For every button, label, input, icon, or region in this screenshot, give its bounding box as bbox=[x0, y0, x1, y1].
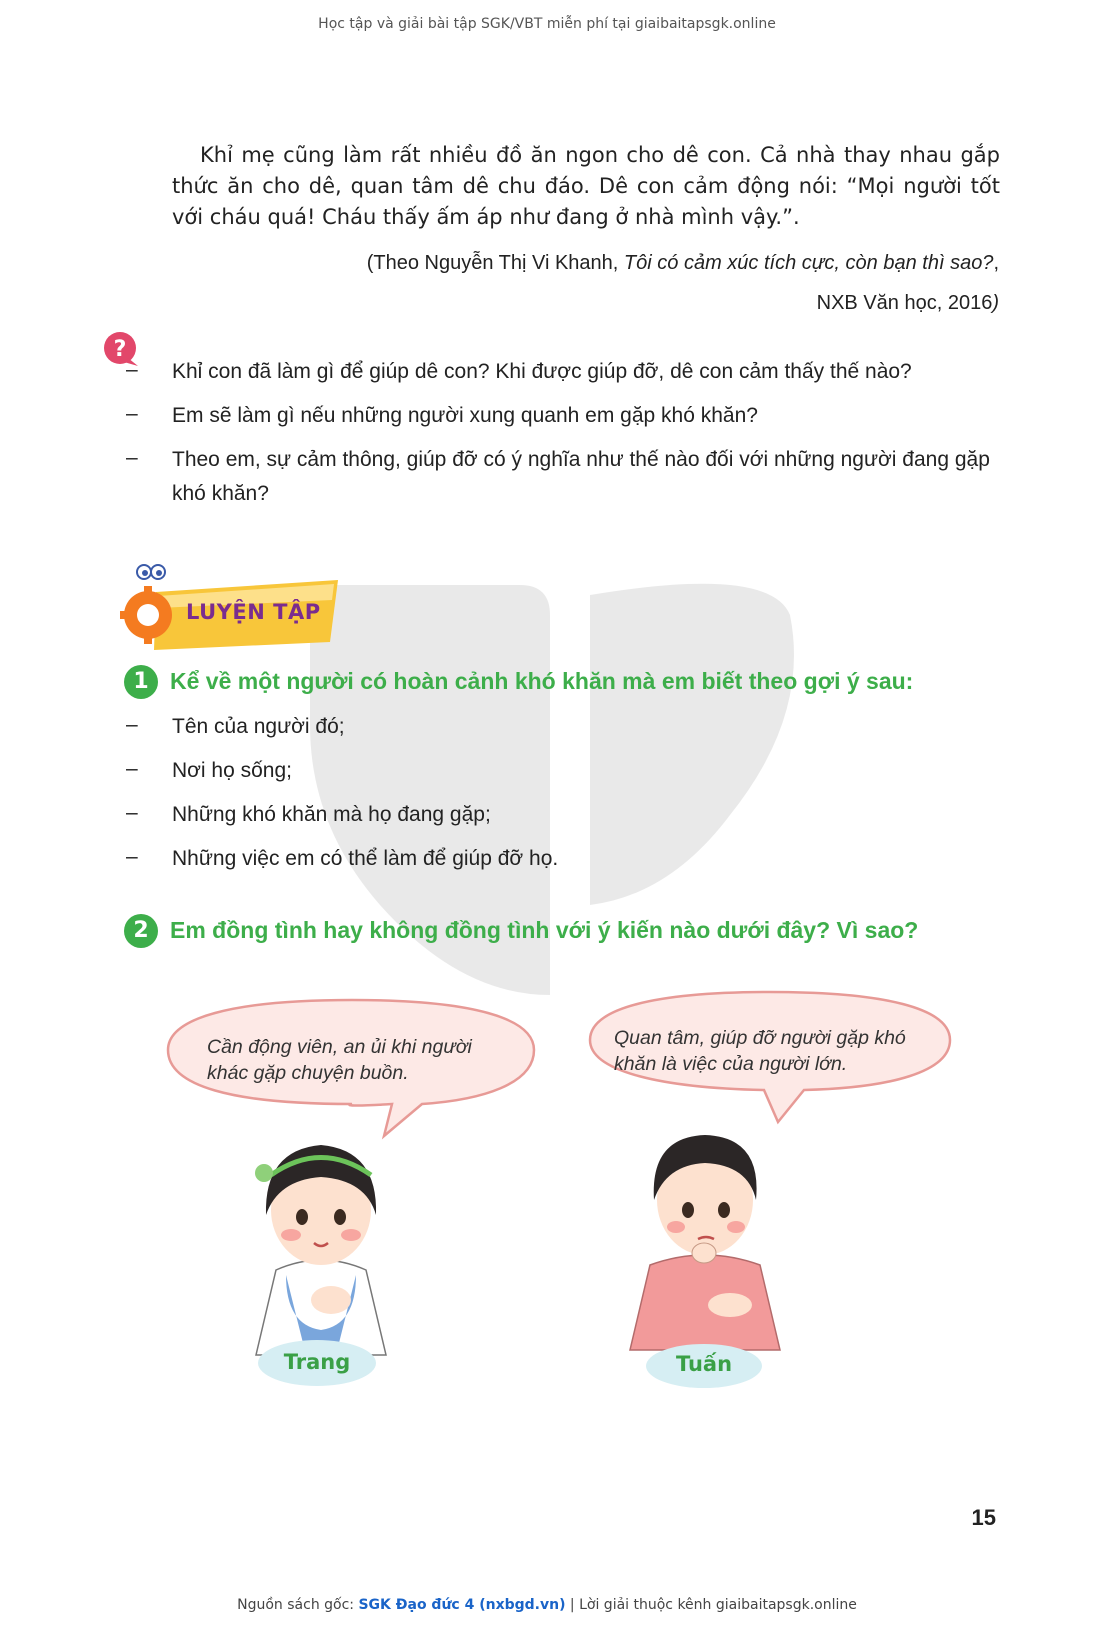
svg-text:?: ? bbox=[113, 337, 127, 362]
question-item: Theo em, sự cảm thông, giúp đỡ có ý nghĩa như thế nào đối với những người đang gặp khó khăn? bbox=[172, 448, 990, 505]
story-paragraph: Khỉ mẹ cũng làm rất nhiều đồ ăn ngon cho dê con. Cả nhà thay nhau gắp thức ăn cho dê, quan tâm dê chu đáo. Dê con cảm động nói: “Mọi người tốt với cháu quá! Cháu thấy ấm áp như đang ở nhà mình vậy.”. bbox=[172, 143, 1000, 229]
citation-publisher: NXB Văn học, 2016) bbox=[816, 292, 999, 314]
top-banner: Học tập và giải bài tập SGK/VBT miễn phí tại giaibaitapsgk.online bbox=[318, 16, 776, 32]
dash: – bbox=[126, 713, 138, 736]
dash: – bbox=[126, 358, 138, 381]
speech-text-tuan: Quan tâm, giúp đỡ người gặp khó khăn là việc của người lớn. bbox=[614, 1027, 906, 1075]
dash: – bbox=[126, 757, 138, 780]
footer-source-link[interactable]: SGK Đạo đức 4 (nxbgd.vn) bbox=[358, 1597, 566, 1613]
task-title: Em đồng tình hay không đồng tình với ý kiến nào dưới đây? Vì sao? bbox=[170, 917, 919, 943]
page-number: 15 bbox=[971, 1505, 996, 1530]
footer: Nguồn sách gốc: SGK Đạo đức 4 (nxbgd.vn) | Lời giải thuộc kênh giaibaitapsgk.online bbox=[237, 1597, 857, 1613]
task-number-badge: 2 bbox=[124, 914, 158, 948]
speech-text-trang: Cần động viên, an ủi khi người khác gặp chuyện buồn. bbox=[207, 1036, 472, 1084]
dash: – bbox=[126, 446, 138, 469]
task-hint-item: Những khó khăn mà họ đang gặp; bbox=[172, 803, 491, 826]
task-hint-item: Nơi họ sống; bbox=[172, 759, 293, 782]
girl-illustration bbox=[236, 1125, 406, 1375]
dash: – bbox=[126, 845, 138, 868]
task-hint-item: Những việc em có thể làm để giúp đỡ họ. bbox=[172, 847, 559, 870]
question-item: Em sẽ làm gì nếu những người xung quanh em gặp khó khăn? bbox=[172, 404, 758, 427]
boy-illustration bbox=[620, 1115, 790, 1375]
citation-source: (Theo Nguyễn Thị Vi Khanh, Tôi có cảm xúc tích cực, còn bạn thì sao?, bbox=[366, 252, 999, 274]
task-hint-item: Tên của người đó; bbox=[172, 715, 345, 738]
dash: – bbox=[126, 801, 138, 824]
dash: – bbox=[126, 402, 138, 425]
question-item: Khỉ con đã làm gì để giúp dê con? Khi được giúp đỡ, dê con cảm thấy thế nào? bbox=[172, 360, 912, 383]
name-label-tuan: Tuấn bbox=[675, 1352, 733, 1376]
citation-book-title: Tôi có cảm xúc tích cực, còn bạn thì sao? bbox=[623, 252, 994, 274]
task-title: Kể về một người có hoàn cảnh khó khăn mà em biết theo gợi ý sau: bbox=[170, 668, 914, 694]
name-label-trang: Trang bbox=[283, 1350, 351, 1374]
gear-mascot-icon bbox=[120, 565, 172, 644]
task-number-badge: 1 bbox=[124, 665, 158, 699]
practice-label: LUYỆN TẬP bbox=[186, 600, 321, 624]
